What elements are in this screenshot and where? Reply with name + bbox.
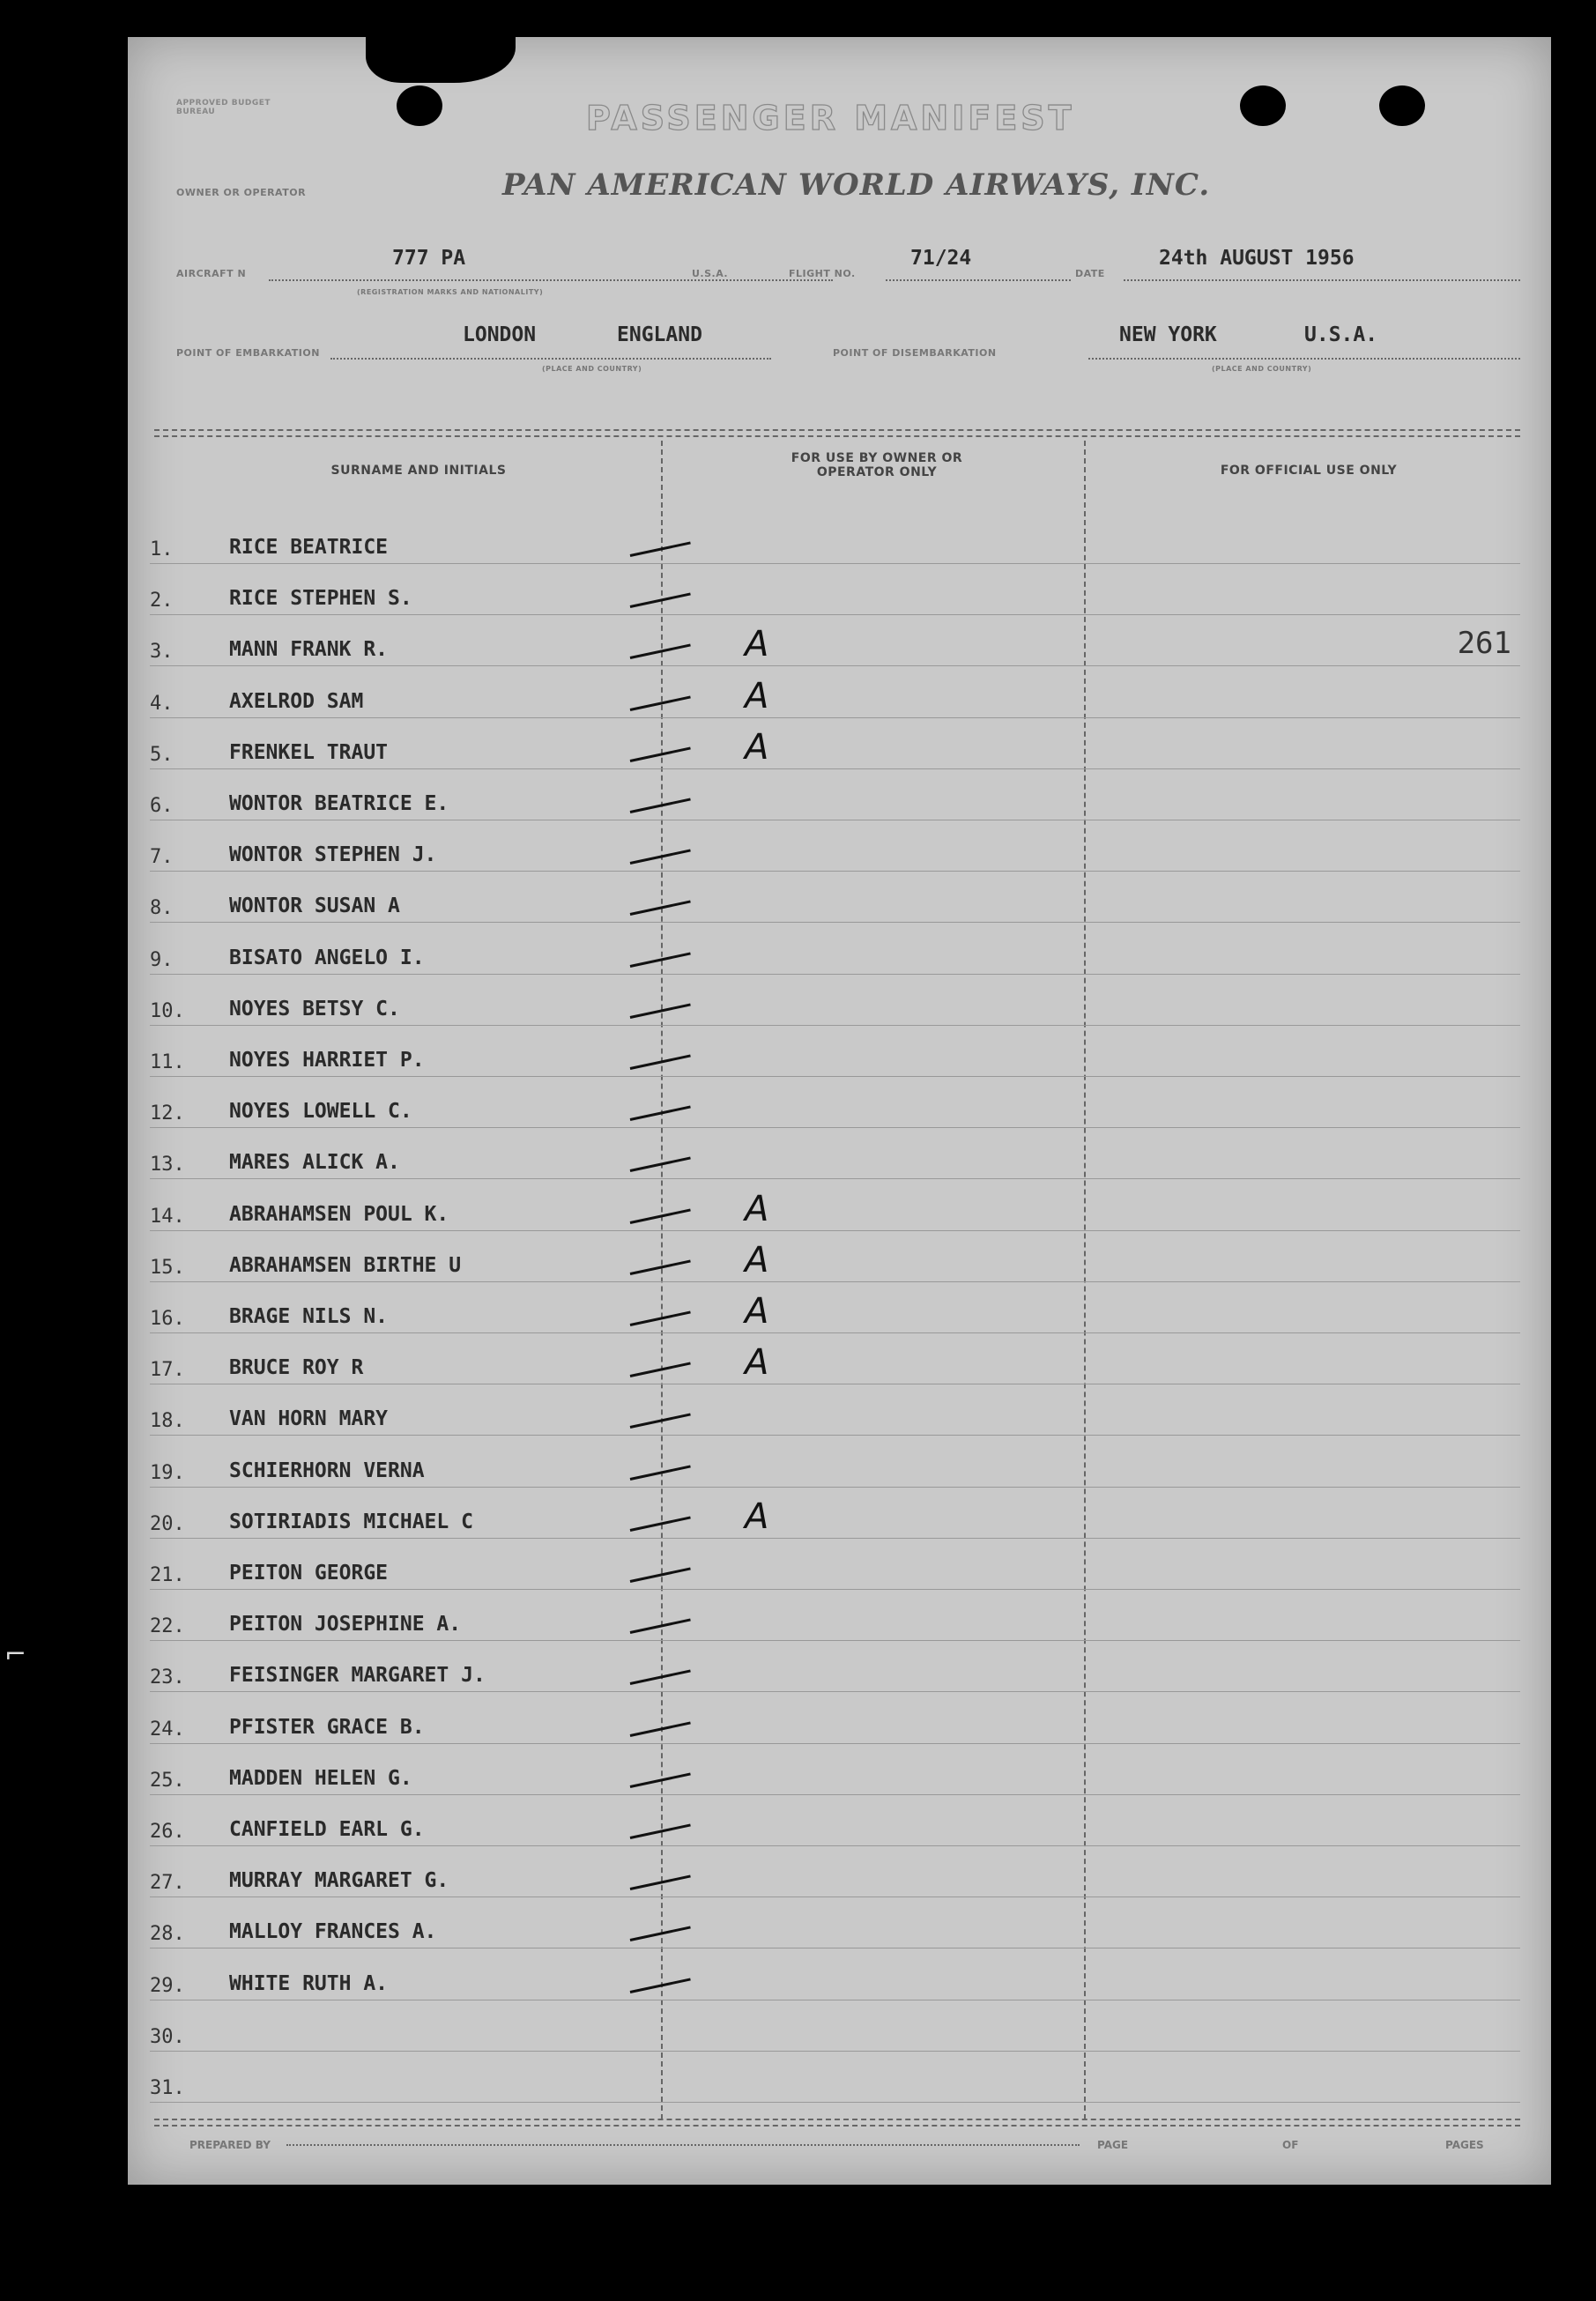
aircraft-value: 777 PA <box>392 247 466 270</box>
form-title: PASSENGER MANIFEST <box>586 99 1075 137</box>
table-row <box>150 2000 1520 2052</box>
row-number: 25. <box>150 1769 185 1792</box>
row-number: 14. <box>150 1205 185 1228</box>
passenger-name: SCHIERHORN VERNA <box>229 1459 425 1482</box>
table-row <box>150 1488 1520 1539</box>
date-label: DATE <box>1075 268 1105 279</box>
table-row <box>150 1128 1520 1179</box>
prepared-by-underline <box>286 2144 1080 2146</box>
check-mark-icon <box>630 1926 691 1941</box>
passenger-name: MALLOY FRANCES A. <box>229 1920 437 1944</box>
table-row <box>150 1590 1520 1641</box>
table-row <box>150 1384 1520 1436</box>
row-number: 29. <box>150 1974 185 1997</box>
passenger-name: MADDEN HELEN G. <box>229 1766 412 1790</box>
punch-hole <box>1240 85 1286 126</box>
row-number: 21. <box>150 1564 185 1586</box>
disembark-label: POINT OF DISEMBARKATION <box>833 347 997 359</box>
table-row <box>150 820 1520 872</box>
table-row <box>150 667 1520 718</box>
check-mark-icon <box>630 1003 691 1018</box>
owner-mark: A <box>745 726 769 768</box>
manifest-sheet <box>128 37 1551 2185</box>
table-row <box>150 1949 1520 2000</box>
row-number: 17. <box>150 1359 185 1382</box>
check-mark-icon <box>630 1875 691 1890</box>
embark-city: LONDON <box>463 323 537 346</box>
row-number: 31. <box>150 2077 185 2099</box>
row-number: 20. <box>150 1512 185 1535</box>
passenger-name: WONTOR SUSAN A <box>229 894 400 918</box>
registration-caption: (REGISTRATION MARKS AND NATIONALITY) <box>357 288 544 296</box>
row-number: 3. <box>150 641 174 664</box>
table-row <box>150 975 1520 1026</box>
operator-name: PAN AMERICAN WORLD AIRWAYS, INC. <box>502 167 1211 203</box>
passenger-name: FRENKEL TRAUT <box>229 740 389 764</box>
check-mark-icon <box>630 1208 691 1223</box>
check-mark-icon <box>630 798 691 813</box>
passenger-name: WONTOR STEPHEN J. <box>229 843 437 867</box>
passenger-name: NOYES LOWELL C. <box>229 1100 412 1124</box>
table-row <box>150 1077 1520 1128</box>
passenger-name: CANFIELD EARL G. <box>229 1818 425 1841</box>
row-number: 18. <box>150 1410 185 1433</box>
passenger-name: ABRAHAMSEN BIRTHE U <box>229 1253 462 1277</box>
passenger-name: BRUCE ROY R <box>229 1356 364 1380</box>
row-number: 26. <box>150 1821 185 1843</box>
check-mark-icon <box>630 593 691 608</box>
owner-mark: A <box>745 624 769 665</box>
aircraft-underline <box>269 279 833 281</box>
table-row <box>150 1026 1520 1077</box>
check-mark-icon <box>630 1054 691 1069</box>
check-mark-icon <box>630 1619 691 1634</box>
passenger-name: SOTIRIADIS MICHAEL C <box>229 1510 473 1533</box>
table-row <box>150 1539 1520 1590</box>
row-number: 11. <box>150 1051 185 1073</box>
passenger-name: MARES ALICK A. <box>229 1151 400 1175</box>
passenger-name: BRAGE NILS N. <box>229 1305 389 1328</box>
table-row <box>150 1897 1520 1948</box>
check-mark-icon <box>630 850 691 865</box>
passenger-name: RICE BEATRICE <box>229 536 389 559</box>
row-number: 27. <box>150 1872 185 1895</box>
of-label: OF <box>1282 2139 1299 2151</box>
table-row <box>150 1436 1520 1488</box>
embark-caption: (PLACE AND COUNTRY) <box>542 365 642 373</box>
prepared-by-label: PREPARED BY <box>189 2139 271 2151</box>
table-row <box>150 513 1520 564</box>
table-row <box>150 1333 1520 1384</box>
table-row <box>150 1180 1520 1231</box>
check-mark-icon <box>630 1670 691 1685</box>
check-mark-icon <box>630 1721 691 1736</box>
passenger-name: NOYES BETSY C. <box>229 997 400 1021</box>
owner-label: OWNER OR OPERATOR <box>176 187 307 198</box>
embark-label: POINT OF EMBARKATION <box>176 347 320 359</box>
table-row <box>150 1693 1520 1744</box>
table-bottom-rule <box>154 2119 1520 2127</box>
check-mark-icon <box>630 1516 691 1531</box>
table-row <box>150 1641 1520 1692</box>
punch-hole <box>1379 85 1425 126</box>
owner-mark: A <box>745 1342 769 1384</box>
official-column-header: FOR OFFICIAL USE ONLY <box>1220 464 1398 478</box>
row-number: 13. <box>150 1154 185 1176</box>
table-row <box>150 564 1520 615</box>
check-mark-icon <box>630 695 691 710</box>
passenger-name: AXELROD SAM <box>229 689 364 713</box>
approved-stamp: APPROVED BUDGET BUREAU <box>176 99 271 116</box>
disembark-caption: (PLACE AND COUNTRY) <box>1212 365 1312 373</box>
official-entry: 261 <box>1457 626 1511 662</box>
owner-mark: A <box>745 1291 769 1332</box>
embark-country: ENGLAND <box>617 323 702 346</box>
passenger-name: PEITON GEORGE <box>229 1562 389 1585</box>
disembark-city: NEW YORK <box>1119 323 1217 346</box>
passenger-name: RICE STEPHEN S. <box>229 587 412 611</box>
row-number: 10. <box>150 999 185 1022</box>
passenger-name: PFISTER GRACE B. <box>229 1715 425 1739</box>
check-mark-icon <box>630 1310 691 1325</box>
table-row <box>150 718 1520 769</box>
table-row <box>150 615 1520 666</box>
date-value: 24th AUGUST 1956 <box>1159 247 1355 270</box>
table-row <box>150 1231 1520 1282</box>
check-mark-icon <box>630 1362 691 1377</box>
check-mark-icon <box>630 1465 691 1480</box>
passenger-name: PEITON JOSEPHINE A. <box>229 1613 462 1637</box>
row-number: 28. <box>150 1923 185 1946</box>
owner-mark: A <box>745 675 769 716</box>
edge-mark: ⌐ <box>4 1639 27 1670</box>
table-row <box>150 1846 1520 1897</box>
row-number: 4. <box>150 692 174 715</box>
table-row <box>150 872 1520 923</box>
row-number: 22. <box>150 1615 185 1638</box>
row-number: 15. <box>150 1256 185 1279</box>
check-mark-icon <box>630 952 691 967</box>
names-column-header: SURNAME AND INITIALS <box>330 464 507 478</box>
row-number: 6. <box>150 795 174 817</box>
flight-underline <box>886 279 1071 281</box>
check-mark-icon <box>630 644 691 659</box>
country-label: U.S.A. <box>692 268 729 279</box>
row-number: 9. <box>150 948 174 971</box>
row-number: 5. <box>150 743 174 766</box>
table-row <box>150 2052 1520 2103</box>
check-mark-icon <box>630 1259 691 1274</box>
row-number: 2. <box>150 590 174 612</box>
table-row <box>150 769 1520 820</box>
owner-column-header: FOR USE BY OWNER OR OPERATOR ONLY <box>791 451 963 479</box>
passenger-name: VAN HORN MARY <box>229 1407 389 1431</box>
check-mark-icon <box>630 1823 691 1838</box>
check-mark-icon <box>630 1978 691 1993</box>
owner-mark: A <box>745 1496 769 1537</box>
table-row <box>150 1282 1520 1333</box>
passenger-name: WONTOR BEATRICE E. <box>229 792 449 815</box>
date-underline <box>1124 279 1520 281</box>
disembark-country: U.S.A. <box>1304 323 1378 346</box>
row-rule <box>150 2102 1520 2103</box>
pages-label: PAGES <box>1445 2139 1484 2151</box>
torn-corner <box>366 37 516 83</box>
row-number: 16. <box>150 1308 185 1330</box>
passenger-name: BISATO ANGELO I. <box>229 946 425 969</box>
aircraft-label: AIRCRAFT N <box>176 268 247 279</box>
check-mark-icon <box>630 901 691 916</box>
passenger-name: NOYES HARRIET P. <box>229 1049 425 1072</box>
passenger-name: MURRAY MARGARET G. <box>229 1869 449 1893</box>
flight-label: FLIGHT NO. <box>789 268 856 279</box>
check-mark-icon <box>630 541 691 556</box>
row-number: 24. <box>150 1718 185 1741</box>
disembark-underline <box>1088 358 1520 360</box>
row-number: 8. <box>150 897 174 920</box>
row-number: 30. <box>150 2025 185 2048</box>
check-mark-icon <box>630 1157 691 1172</box>
row-number: 7. <box>150 846 174 869</box>
table-top-rule <box>154 429 1520 437</box>
owner-mark: A <box>745 1239 769 1280</box>
page-label: PAGE <box>1097 2139 1129 2151</box>
table-row <box>150 924 1520 975</box>
embark-underline <box>330 358 771 360</box>
table-row <box>150 1795 1520 1846</box>
check-mark-icon <box>630 746 691 761</box>
passenger-name: MANN FRANK R. <box>229 638 389 662</box>
owner-mark: A <box>745 1188 769 1229</box>
passenger-name: ABRAHAMSEN POUL K. <box>229 1202 449 1226</box>
punch-hole <box>397 85 442 126</box>
flight-value: 71/24 <box>910 247 972 270</box>
passenger-name: FEISINGER MARGARET J. <box>229 1664 486 1688</box>
row-number: 19. <box>150 1461 185 1484</box>
row-number: 23. <box>150 1666 185 1689</box>
row-number: 1. <box>150 538 174 560</box>
row-number: 12. <box>150 1102 185 1125</box>
check-mark-icon <box>630 1567 691 1582</box>
table-row <box>150 1744 1520 1795</box>
check-mark-icon <box>630 1106 691 1121</box>
passenger-name: WHITE RUTH A. <box>229 1971 389 1995</box>
check-mark-icon <box>630 1772 691 1787</box>
check-mark-icon <box>630 1414 691 1429</box>
